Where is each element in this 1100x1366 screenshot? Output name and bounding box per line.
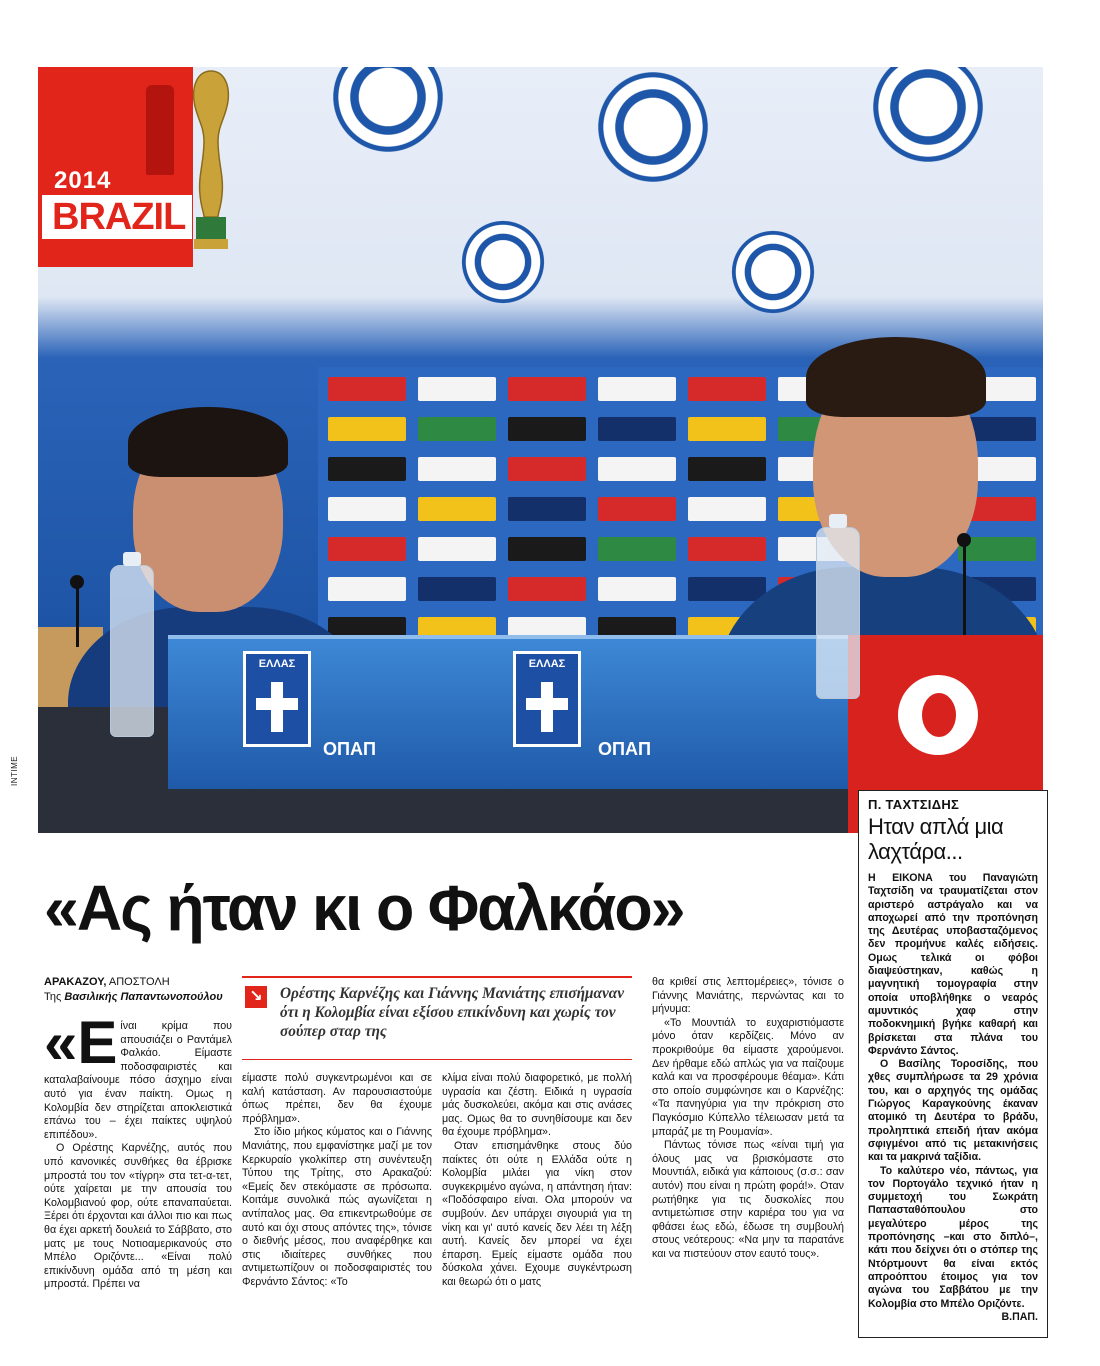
body-paragraph: Στο ίδιο μήκος κύματος και ο Γιάννης Μανιάτης, που εμφανίστηκε μαζί με τον Κερκυραίο γκολκίπερ στη συνέντευξη Τύπου της Τρίτης, στο Αρακαζού: «Εμείς δεν στεκόμαστε σε πρόσωπα. Κοιτάμε συνολικά πώς αγωνίζεται η αντίπαλος μας. Θα επικεντρωθούμε σε αυτό και όχι στους απόντες της», τόνισε ο διεθνής μέσος, που αναφέρθηκε και στις ιδιαίτερες συνθήκες που αντιμετωπίζουν οι ποδοσφαιριστές του Φερνάντο Σάντος: «Το: [242, 1126, 432, 1288]
body-paragraph: Πάντως τόνισε πως «είναι τιμή για όλους μας να βρισκόμαστε στο Μουντιάλ, ειδικά για κάποιους (σ.σ.: σαν αυτόν) που είναι η πρώτη φορά!». Οταν ρωτήθηκε για τις δυσκολίες που αντιμετώπισε στην καριέρα του για να φθάσει έως εδώ, έδωσε τη συμβουλή στους νεότερους: «Να μην τα παρατάνε και να πιστεύουν στον εαυτό τους».: [652, 1139, 844, 1260]
body-paragraph-text: ίναι κρίμα που απουσιάζει ο Ραντάμελ Φαλκάο. Είμαστε ποδοσφαιριστές και καταλαβαίνουμε πόσο άσχημο είναι αυτό για έναν παίκτη. Ομως η Κολομβία δεν στηρίζεται αποκλειστικά επάνω του – έχει παίκτες υψηλού επιπέδου».: [44, 1020, 232, 1141]
sidebar-box: [858, 790, 1048, 1338]
body-column-3: [442, 1072, 632, 1290]
byline-location: [44, 975, 234, 990]
sidebar-kicker: Π. ΤΑΧΤΣΙΔΗΣ: [868, 797, 960, 812]
byline-author: Βασιλικής Παπαντωνοπούλου: [64, 991, 223, 1003]
body-paragraph: Οταν επισημάνθηκε στους δύο παίκτες ότι ούτε η Ελλάδα ούτε η Κολομβία μιλάει για νίκη στον συγκεκριμένο αγώνα, η απάντηση ήταν: «Ποδόσφαιρο είναι. Ολα μπορούν να συμβούν. Δεν υπάρχει σιγουριά για τη νίκη και γι' αυτό κανείς δεν λέει τη λέξη αυτή. Κανείς δεν μπορεί να έχει έπαρση. Εμείς είμαστε ομάδα που δύσκολα χάνει. Εχουμε συγκέντρωση και θεωρώ ότι ο ματς: [442, 1139, 632, 1288]
microphone-icon: [957, 533, 971, 547]
world-cup-badge: [38, 67, 238, 267]
player-right-hair: [806, 337, 986, 417]
sponsor-logo: ΟΠΑΠ: [323, 739, 376, 759]
sponsor-logo: ΟΠΑΠ: [598, 739, 651, 759]
microphone-icon: [70, 575, 84, 589]
body-paragraph: «Το Μουντιάλ το ευχαριστιόμαστε μόνο όταν κερδίζεις. Μόνο αν προκριθούμε θα είμαστε χαρούμενοι. Δεν ήρθαμε εδώ απλώς για να παίζουμε καλά και να προσφέρουμε θέαμα». Κάτι στο οποίο συμφώνησε και ο Καρνέζης: «Τα πανηγύρια για την πρόκριση στο Παγκόσμιο Κύπελλο τέλειωσαν μετά τα μπαράζ με τη Ρουμανία».: [652, 1016, 844, 1138]
player-left-hair: [128, 407, 288, 477]
sidebar-signature: Β.ΠΑΠ.: [1001, 1310, 1038, 1323]
body-paragraph: [44, 1009, 232, 1142]
nameplate-label: ΕΛΛΑΣ: [528, 658, 566, 670]
sidebar-paragraph: [868, 872, 1038, 1058]
water-bottle: [110, 565, 154, 737]
sidebar-lead: Η ΕΙΚΟΝΑ: [868, 872, 933, 884]
byline: [44, 975, 234, 1005]
federation-logo: [593, 67, 713, 187]
body-paragraph: θα κριθεί στις λεπτομέρειες», τόνισε ο Γιάννης Μανιάτης, περνώντας και το μήνυμα:: [652, 976, 844, 1016]
badge-year: 2014: [54, 167, 112, 194]
sidebar-title: Ηταν απλά μια λαχτάρα...: [868, 814, 1004, 864]
water-bottle: [816, 527, 860, 699]
nameplate-label: ΕΛΛΑΣ: [258, 658, 296, 670]
federation-logo: [458, 217, 548, 307]
photo-credit: INTIME: [10, 755, 19, 786]
greek-federation-flag: [513, 651, 581, 747]
byline-prefix: Της: [44, 991, 65, 1003]
microphone-stem: [963, 545, 966, 645]
badge-word: BRAZIL: [42, 195, 192, 239]
federation-logo: [728, 227, 818, 317]
byline-dispatch: ΑΠΟΣΤΟΛΗ: [106, 976, 170, 988]
christ-statue-icon: [146, 85, 174, 175]
byline-author-line: [44, 990, 234, 1005]
dropcap: «Ε: [44, 1009, 118, 1076]
arrow-icon: ↘: [245, 986, 267, 1008]
body-paragraph: κλίμα είναι πολύ διαφορετικό, με πολλή υγρασία και ζέστη. Ειδικά η υγρασία μάς δυσκολεύει, ακόμα και στις ανάσες μας. Ομως θα το συνηθίσουμε και δεν θα έχουμε πρόβλημα».: [442, 1072, 632, 1139]
microphone-stem: [76, 587, 79, 647]
sidebar-paragraph-text: Το καλύτερο νέο, πάντως, για τον Πορτογάλο τεχνικό ήταν η συμμετοχή του Σωκράτη Παπασταθόπουλου στο μεγαλύτερο μέρος της προπόνησης –και στο διπλό–, κάτι που δείχνει ότι ο στόπερ της Ντόρτμουντ θα είναι εκτός απροόπτου έτοιμος για τον αγώνα του Σαββάτου με την Κολομβία στο Μπέλο Οριζόντε.: [868, 1164, 1038, 1310]
body-paragraph: Ο Ορέστης Καρνέζης, αυτός που υπό κανονικές συνθήκες θα έβρισκε μπροστά του τον «τίγρη» στα τετ-α-τετ, ούτε χαίρεται με την απουσία του Κολομβιανού φορ, ούτε επαναπαύεται. Ξέρει ότι έρχονται και άλλοι πιο και πως θα έχει αρκετή δουλειά το Σάββατο, στο ματς με τους Νοτιοαμερικανούς στο Μπέλο Οριζόντε... «Είναι πολύ επικίνδυνη ομάδα από τη μέση και μπροστά. Πρέπει να: [44, 1142, 232, 1291]
body-column-1: [44, 1009, 232, 1292]
headline: «Ας ήταν κι ο Φαλκάο»: [44, 872, 684, 944]
standfirst-text: Ορέστης Καρνέζης και Γιάννης Μανιάτης επισήμαναν ότι η Κολομβία είναι εξίσου επικίνδυνη και χωρίς τον σούπερ σταρ της: [280, 985, 625, 1040]
body-paragraph: είμαστε πολύ συγκεντρωμένοι και σε καλή κατάσταση. Αν παρουσιαστούμε όπως πρέπει, δεν θα έχουμε πρόβλημα».: [242, 1072, 432, 1125]
byline-place: ΑΡΑΚΑΖΟΥ,: [44, 976, 107, 988]
federation-logo: [868, 67, 988, 167]
greek-federation-flag: [243, 651, 311, 747]
body-column-4: [652, 976, 844, 1261]
standfirst: [242, 976, 632, 1060]
federation-logo: [328, 67, 448, 157]
sidebar-paragraph: [868, 1164, 1038, 1323]
sidebar-paragraph-text: του Παναγιώτη Ταχτσίδη να τραυματίζεται στον αριστερό αστράγαλο και να αποχωρεί από την προπόνηση της Δευτέρας υποβασταζόμενος δεν προμήνυε καλές ειδήσεις. Ομως τελικά οι φόβοι διαψεύστηκαν, καθώς η μαγνητική τομογραφία στην οποία υποβλήθηκε ο νεαρός αμυντικός χαφ στην ποδοκνημική βγήκε καθαρή και βρίσκεται στα πλάνα του Φερνάντο Σάντος.: [868, 872, 1039, 1057]
nameplate-banner: [168, 635, 868, 789]
body-column-2: [242, 1072, 432, 1290]
sidebar-paragraph: Ο Βασίλης Τοροσίδης, που χθες συμπλήρωσε τα 29 χρόνια του, και ο αρχηγός της ομάδας Γιώργος Καραγκούνης έκαναν ατομικό τη Δευτέρα το βράδυ, προληπτικά επειδή ήταν ακόμα σφιγμένοι από τις μετακινήσεις και τα μακρινά ταξίδια.: [868, 1058, 1038, 1164]
trophy-icon: [188, 67, 234, 257]
sidebar-body: [868, 872, 1039, 1323]
vodafone-logo-icon: [898, 675, 978, 755]
